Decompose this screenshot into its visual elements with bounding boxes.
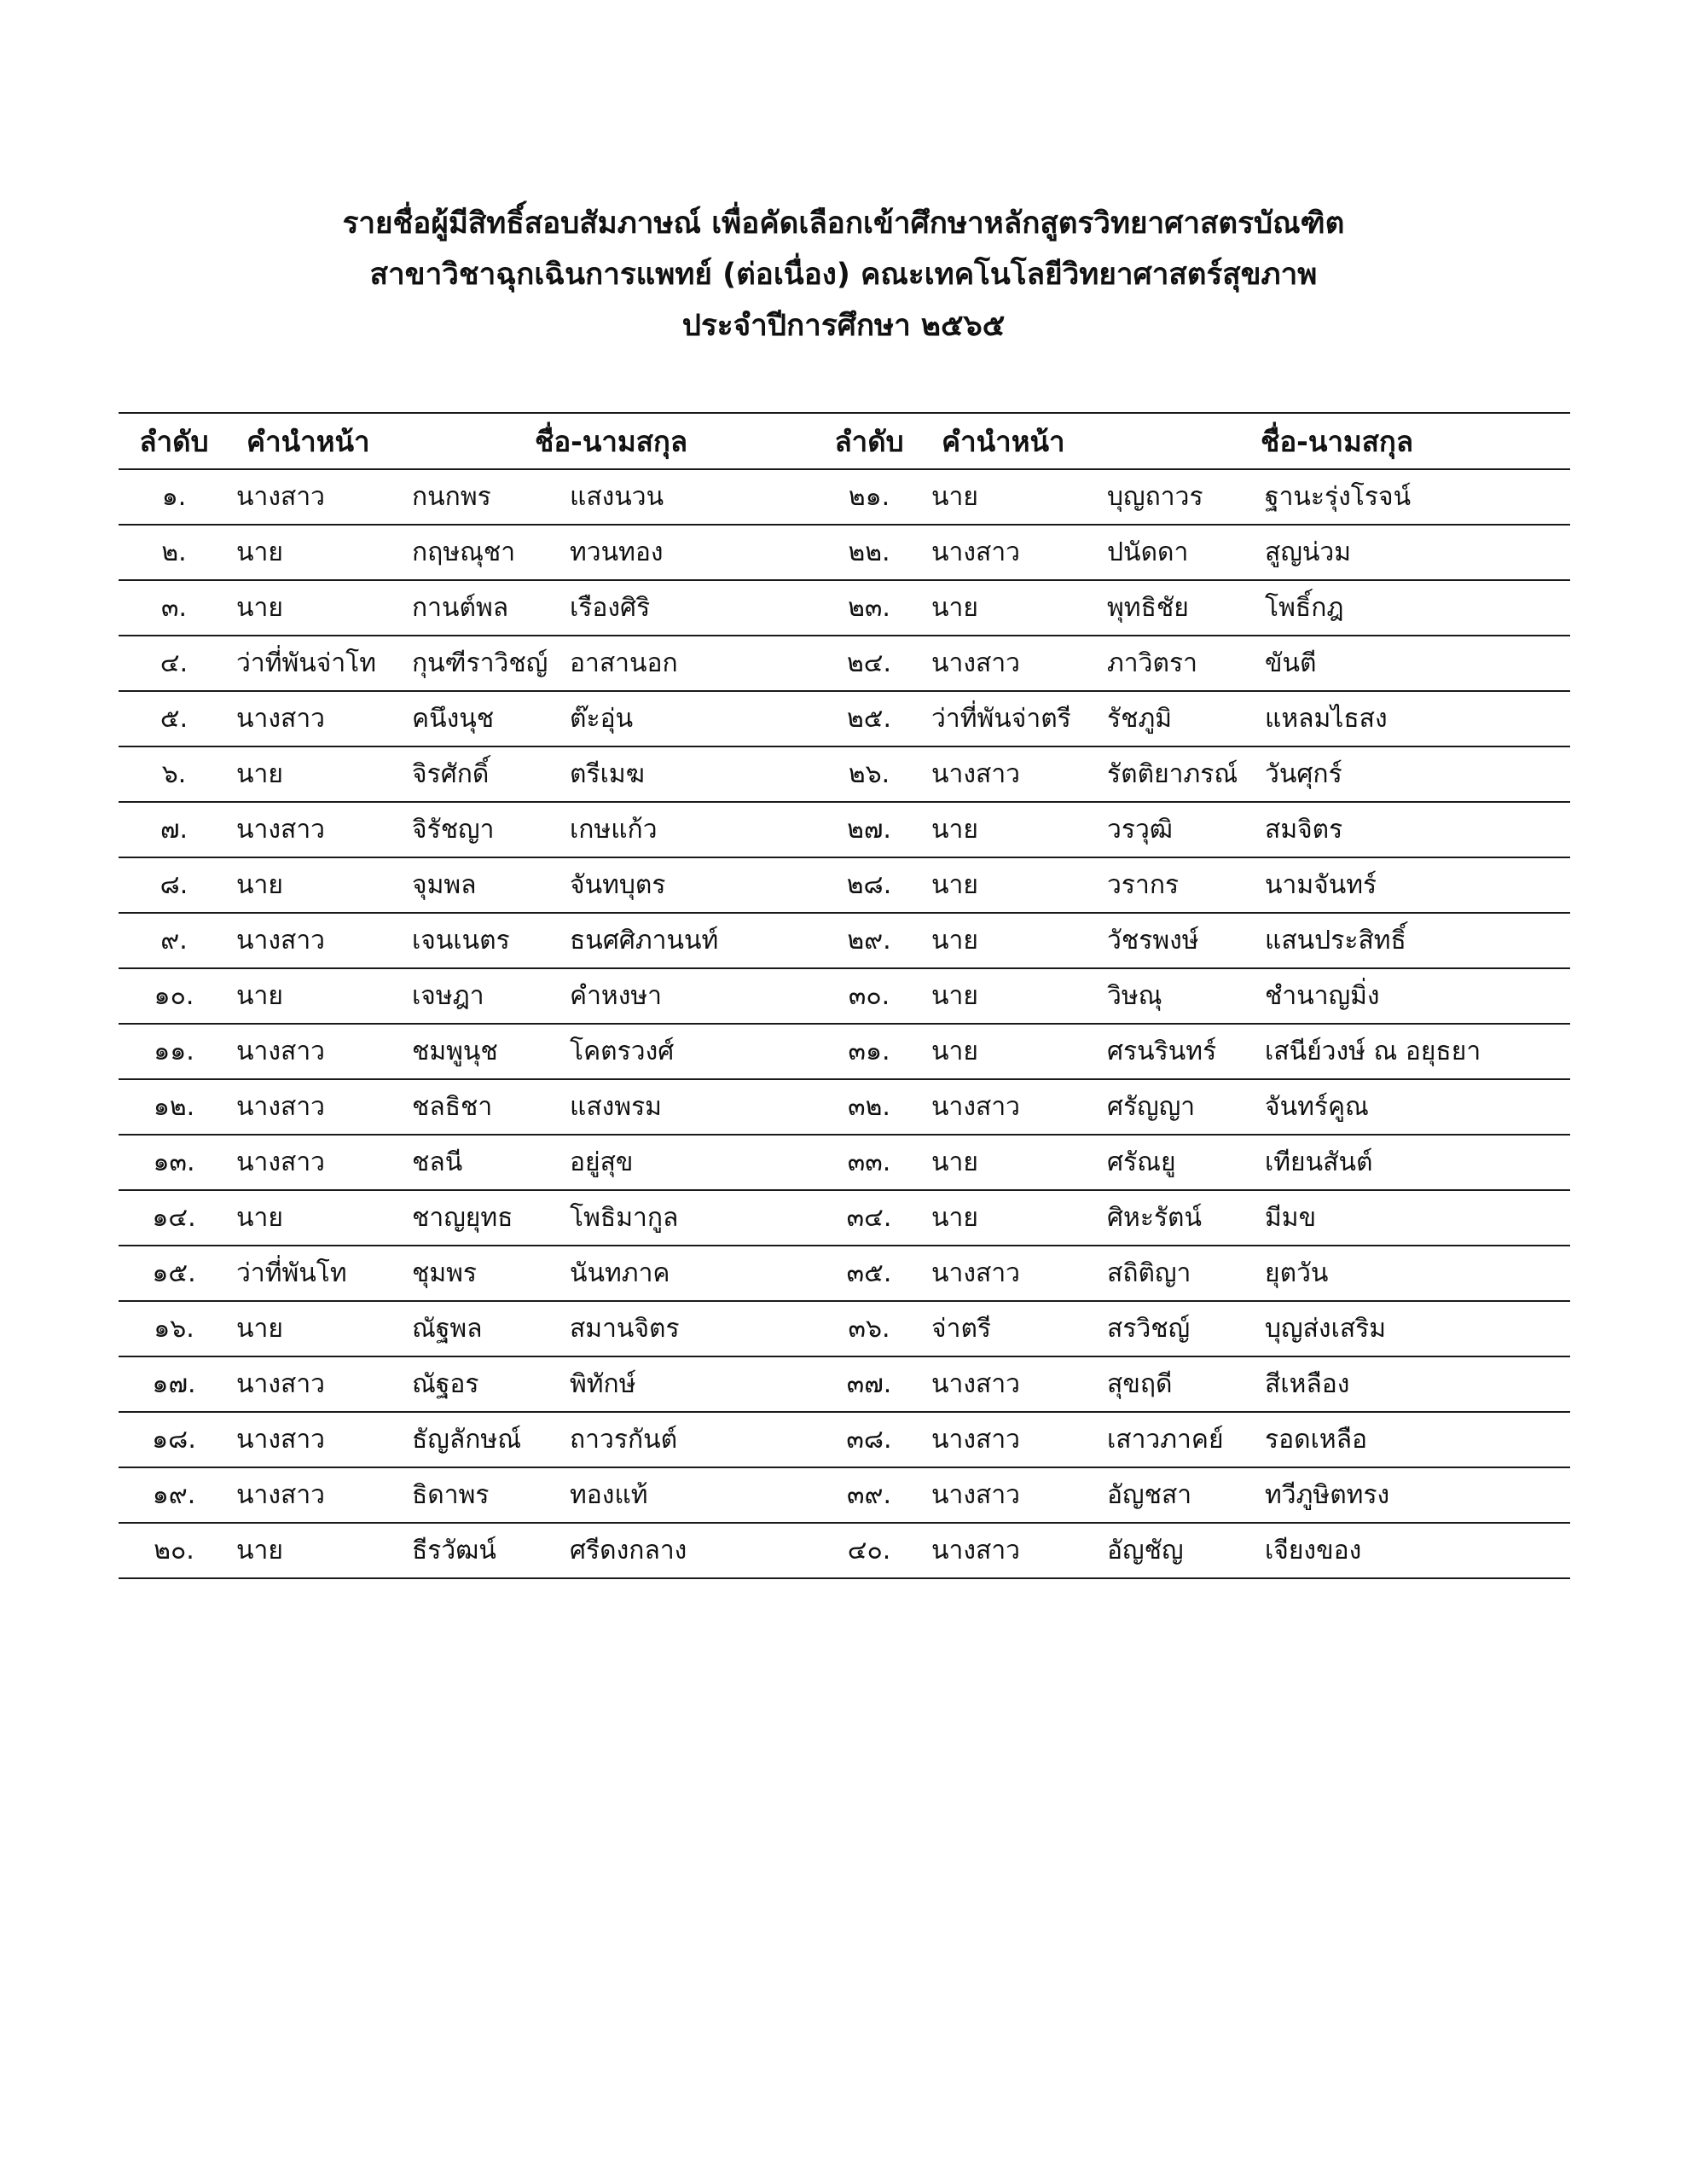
last-name-right: สูญน่วม bbox=[1261, 525, 1570, 580]
row-number-left: ๕. bbox=[119, 691, 229, 746]
first-name-left: ชลนี bbox=[409, 1135, 566, 1190]
first-name-left: เจนเนตร bbox=[409, 913, 566, 968]
first-name-left: ชลธิชา bbox=[409, 1079, 566, 1135]
first-name-left: กนกพร bbox=[409, 469, 566, 525]
last-name-left: ตรีเมฆ bbox=[566, 746, 814, 802]
last-name-right: ขันตี bbox=[1261, 636, 1570, 691]
table-row bbox=[119, 691, 1570, 746]
name-prefix-right: นาย bbox=[925, 802, 1104, 857]
first-name-left: ณัฐอร bbox=[409, 1356, 566, 1412]
last-name-right: แสนประสิทธิ์ bbox=[1261, 913, 1570, 968]
name-prefix-left: นางสาว bbox=[229, 691, 409, 746]
table-row bbox=[119, 580, 1570, 636]
name-prefix-right: นางสาว bbox=[925, 1412, 1104, 1467]
first-name-right: รัชภูมิ bbox=[1104, 691, 1261, 746]
name-prefix-right: นาย bbox=[925, 1190, 1104, 1246]
name-prefix-right: ว่าที่พันจ่าตรี bbox=[925, 691, 1104, 746]
row-number-right: ๒๙. bbox=[814, 913, 925, 968]
row-number-right: ๓๔. bbox=[814, 1190, 925, 1246]
row-number-left: ๑๑. bbox=[119, 1024, 229, 1079]
row-number-right: ๓๘. bbox=[814, 1412, 925, 1467]
table-row bbox=[119, 857, 1570, 913]
row-number-right: ๔๐. bbox=[814, 1523, 925, 1578]
last-name-right: สีเหลือง bbox=[1261, 1356, 1570, 1412]
first-name-right: วัชรพงษ์ bbox=[1104, 913, 1261, 968]
row-number-left: ๑๖. bbox=[119, 1301, 229, 1356]
name-prefix-left: นางสาว bbox=[229, 1135, 409, 1190]
row-number-right: ๓๕. bbox=[814, 1246, 925, 1301]
table-row bbox=[119, 1246, 1570, 1301]
last-name-left: โพธิมากูล bbox=[566, 1190, 814, 1246]
name-prefix-right: นางสาว bbox=[925, 636, 1104, 691]
last-name-left: ต๊ะอุ่น bbox=[566, 691, 814, 746]
last-name-left: ทองแท้ bbox=[566, 1467, 814, 1523]
first-name-left: กุนฑีราวิชญ์ bbox=[409, 636, 566, 691]
table-row bbox=[119, 1190, 1570, 1246]
last-name-left: นันทภาค bbox=[566, 1246, 814, 1301]
last-name-right: วันศุกร์ bbox=[1261, 746, 1570, 802]
name-prefix-right: นาย bbox=[925, 580, 1104, 636]
name-prefix-right: นางสาว bbox=[925, 1523, 1104, 1578]
name-prefix-right: นาย bbox=[925, 857, 1104, 913]
last-name-left: ศรีดงกลาง bbox=[566, 1523, 814, 1578]
row-number-right: ๒๑. bbox=[814, 469, 925, 525]
first-name-right: วิษณุ bbox=[1104, 968, 1261, 1024]
row-number-right: ๓๙. bbox=[814, 1467, 925, 1523]
last-name-right: ยุตวัน bbox=[1261, 1246, 1570, 1301]
name-prefix-left: นางสาว bbox=[229, 1412, 409, 1467]
first-name-right: อัญชสา bbox=[1104, 1467, 1261, 1523]
last-name-left: สมานจิตร bbox=[566, 1301, 814, 1356]
last-name-left: เรืองศิริ bbox=[566, 580, 814, 636]
last-name-right: มีมข bbox=[1261, 1190, 1570, 1246]
first-name-right: ศิหะรัตน์ bbox=[1104, 1190, 1261, 1246]
last-name-right: สมจิตร bbox=[1261, 802, 1570, 857]
document-title bbox=[0, 198, 1687, 351]
first-name-left: ธิดาพร bbox=[409, 1467, 566, 1523]
last-name-left: ทวนทอง bbox=[566, 525, 814, 580]
row-number-left: ๑๐. bbox=[119, 968, 229, 1024]
title-line-2: สาขาวิชาฉุกเฉินการแพทย์ (ต่อเนื่อง) คณะเทคโนโลยีวิทยาศาสตร์สุขภาพ bbox=[369, 258, 1318, 292]
table-header-row bbox=[119, 413, 1570, 469]
name-prefix-left: นางสาว bbox=[229, 469, 409, 525]
name-prefix-left: นางสาว bbox=[229, 802, 409, 857]
last-name-right: เสนีย์วงษ์ ณ อยุธยา bbox=[1261, 1024, 1570, 1079]
first-name-left: ชมพูนุช bbox=[409, 1024, 566, 1079]
first-name-right: เสาวภาคย์ bbox=[1104, 1412, 1261, 1467]
name-prefix-right: นางสาว bbox=[925, 1246, 1104, 1301]
row-number-right: ๒๕. bbox=[814, 691, 925, 746]
table-row bbox=[119, 746, 1570, 802]
name-prefix-left: นาย bbox=[229, 580, 409, 636]
row-number-left: ๑๕. bbox=[119, 1246, 229, 1301]
first-name-right: วรากร bbox=[1104, 857, 1261, 913]
last-name-right: บุญส่งเสริม bbox=[1261, 1301, 1570, 1356]
table-row bbox=[119, 469, 1570, 525]
first-name-right: ศรนรินทร์ bbox=[1104, 1024, 1261, 1079]
name-prefix-left: ว่าที่พันจ่าโท bbox=[229, 636, 409, 691]
last-name-right: ฐานะรุ่งโรจน์ bbox=[1261, 469, 1570, 525]
first-name-right: สรวิชญ์ bbox=[1104, 1301, 1261, 1356]
last-name-right: จันทร์คูณ bbox=[1261, 1079, 1570, 1135]
first-name-right: ภาวิตรา bbox=[1104, 636, 1261, 691]
row-number-right: ๒๒. bbox=[814, 525, 925, 580]
row-number-left: ๑๒. bbox=[119, 1079, 229, 1135]
header-no-left: ลำดับ bbox=[119, 413, 229, 469]
row-number-left: ๒๐. bbox=[119, 1523, 229, 1578]
table-body bbox=[119, 469, 1570, 1578]
row-number-left: ๑๗. bbox=[119, 1356, 229, 1412]
header-no-right: ลำดับ bbox=[814, 413, 925, 469]
row-number-right: ๓๒. bbox=[814, 1079, 925, 1135]
row-number-left: ๑. bbox=[119, 469, 229, 525]
first-name-right: ปนัดดา bbox=[1104, 525, 1261, 580]
table-row bbox=[119, 1412, 1570, 1467]
header-name-right: ชื่อ-นามสกุล bbox=[1104, 413, 1570, 469]
name-prefix-left: นาย bbox=[229, 525, 409, 580]
table-row bbox=[119, 1079, 1570, 1135]
last-name-right: เจียงของ bbox=[1261, 1523, 1570, 1578]
first-name-left: ชุมพร bbox=[409, 1246, 566, 1301]
name-prefix-left: นางสาว bbox=[229, 913, 409, 968]
name-prefix-right: นาย bbox=[925, 1135, 1104, 1190]
first-name-right: สุขฤดี bbox=[1104, 1356, 1261, 1412]
last-name-left: จันทบุตร bbox=[566, 857, 814, 913]
first-name-left: กฤษณุชา bbox=[409, 525, 566, 580]
header-prefix-left: คำนำหน้า bbox=[229, 413, 409, 469]
name-prefix-right: นาย bbox=[925, 968, 1104, 1024]
name-prefix-left: นาย bbox=[229, 746, 409, 802]
last-name-right: เทียนสันต์ bbox=[1261, 1135, 1570, 1190]
last-name-right: ทวีภูษิตทรง bbox=[1261, 1467, 1570, 1523]
table-row bbox=[119, 968, 1570, 1024]
table-row bbox=[119, 1024, 1570, 1079]
last-name-right: นามจันทร์ bbox=[1261, 857, 1570, 913]
name-prefix-right: นางสาว bbox=[925, 746, 1104, 802]
table-row bbox=[119, 913, 1570, 968]
table-row bbox=[119, 1356, 1570, 1412]
title-line-3: ประจำปีการศึกษา ๒๕๖๕ bbox=[681, 309, 1006, 343]
table-row bbox=[119, 636, 1570, 691]
row-number-left: ๗. bbox=[119, 802, 229, 857]
row-number-left: ๑๘. bbox=[119, 1412, 229, 1467]
last-name-left: แสงพรม bbox=[566, 1079, 814, 1135]
name-prefix-left: นาย bbox=[229, 1523, 409, 1578]
first-name-right: รัตติยาภรณ์ bbox=[1104, 746, 1261, 802]
first-name-left: ชาญยุทธ bbox=[409, 1190, 566, 1246]
last-name-left: เกษแก้ว bbox=[566, 802, 814, 857]
last-name-right: โพธิ์กฎ bbox=[1261, 580, 1570, 636]
first-name-left: กานต์พล bbox=[409, 580, 566, 636]
last-name-left: อาสานอก bbox=[566, 636, 814, 691]
name-prefix-left: นาย bbox=[229, 968, 409, 1024]
first-name-left: ธัญลักษณ์ bbox=[409, 1412, 566, 1467]
last-name-left: แสงนวน bbox=[566, 469, 814, 525]
name-prefix-right: นางสาว bbox=[925, 1079, 1104, 1135]
row-number-right: ๒๗. bbox=[814, 802, 925, 857]
first-name-left: จิรัชญา bbox=[409, 802, 566, 857]
candidate-table bbox=[119, 412, 1570, 1579]
last-name-left: ธนศศิภานนท์ bbox=[566, 913, 814, 968]
name-prefix-left: นาย bbox=[229, 1301, 409, 1356]
row-number-left: ๓. bbox=[119, 580, 229, 636]
row-number-right: ๒๖. bbox=[814, 746, 925, 802]
row-number-left: ๑๔. bbox=[119, 1190, 229, 1246]
row-number-right: ๒๔. bbox=[814, 636, 925, 691]
row-number-right: ๓๑. bbox=[814, 1024, 925, 1079]
name-prefix-left: นางสาว bbox=[229, 1024, 409, 1079]
name-prefix-right: จ่าตรี bbox=[925, 1301, 1104, 1356]
name-prefix-left: ว่าที่พันโท bbox=[229, 1246, 409, 1301]
last-name-left: พิทักษ์ bbox=[566, 1356, 814, 1412]
title-line-1: รายชื่อผู้มีสิทธิ์สอบสัมภาษณ์ เพื่อคัดเลือกเข้าศึกษาหลักสูตรวิทยาศาสตรบัณฑิต bbox=[342, 206, 1345, 241]
row-number-left: ๒. bbox=[119, 525, 229, 580]
name-prefix-right: นางสาว bbox=[925, 525, 1104, 580]
name-prefix-left: นาย bbox=[229, 1190, 409, 1246]
first-name-left: จิรศักดิ์ bbox=[409, 746, 566, 802]
name-prefix-right: นาย bbox=[925, 1024, 1104, 1079]
last-name-left: โคตรวงศ์ bbox=[566, 1024, 814, 1079]
last-name-left: คำหงษา bbox=[566, 968, 814, 1024]
name-prefix-left: นางสาว bbox=[229, 1356, 409, 1412]
last-name-left: ถาวรกันต์ bbox=[566, 1412, 814, 1467]
row-number-left: ๑๓. bbox=[119, 1135, 229, 1190]
last-name-left: อยู่สุข bbox=[566, 1135, 814, 1190]
first-name-right: วรวุฒิ bbox=[1104, 802, 1261, 857]
row-number-right: ๓๓. bbox=[814, 1135, 925, 1190]
first-name-right: อัญชัญ bbox=[1104, 1523, 1261, 1578]
row-number-right: ๓๐. bbox=[814, 968, 925, 1024]
first-name-right: บุญถาวร bbox=[1104, 469, 1261, 525]
first-name-right: สถิติญา bbox=[1104, 1246, 1261, 1301]
name-prefix-right: นางสาว bbox=[925, 1467, 1104, 1523]
first-name-right: ศรัญญา bbox=[1104, 1079, 1261, 1135]
table-row bbox=[119, 1301, 1570, 1356]
row-number-left: ๖. bbox=[119, 746, 229, 802]
row-number-left: ๙. bbox=[119, 913, 229, 968]
table-row bbox=[119, 1467, 1570, 1523]
first-name-right: ศรัณยู bbox=[1104, 1135, 1261, 1190]
table-row bbox=[119, 525, 1570, 580]
first-name-left: คนึงนุช bbox=[409, 691, 566, 746]
last-name-right: ชำนาญมิ่ง bbox=[1261, 968, 1570, 1024]
header-name-left: ชื่อ-นามสกุล bbox=[409, 413, 814, 469]
row-number-right: ๒๓. bbox=[814, 580, 925, 636]
name-prefix-left: นางสาว bbox=[229, 1467, 409, 1523]
table-row bbox=[119, 802, 1570, 857]
table-row bbox=[119, 1523, 1570, 1578]
header-prefix-right: คำนำหน้า bbox=[925, 413, 1104, 469]
first-name-left: ณัฐพล bbox=[409, 1301, 566, 1356]
last-name-right: รอดเหลือ bbox=[1261, 1412, 1570, 1467]
name-prefix-left: นาย bbox=[229, 857, 409, 913]
first-name-left: ธีรวัฒน์ bbox=[409, 1523, 566, 1578]
row-number-left: ๑๙. bbox=[119, 1467, 229, 1523]
row-number-right: ๓๖. bbox=[814, 1301, 925, 1356]
row-number-left: ๔. bbox=[119, 636, 229, 691]
table-row bbox=[119, 1135, 1570, 1190]
last-name-right: แหลมไธสง bbox=[1261, 691, 1570, 746]
row-number-right: ๓๗. bbox=[814, 1356, 925, 1412]
name-prefix-left: นางสาว bbox=[229, 1079, 409, 1135]
first-name-left: เจษฎา bbox=[409, 968, 566, 1024]
first-name-right: พุทธิชัย bbox=[1104, 580, 1261, 636]
row-number-right: ๒๘. bbox=[814, 857, 925, 913]
first-name-left: จุมพล bbox=[409, 857, 566, 913]
name-prefix-right: นาย bbox=[925, 913, 1104, 968]
name-prefix-right: นางสาว bbox=[925, 1356, 1104, 1412]
row-number-left: ๘. bbox=[119, 857, 229, 913]
name-prefix-right: นาย bbox=[925, 469, 1104, 525]
